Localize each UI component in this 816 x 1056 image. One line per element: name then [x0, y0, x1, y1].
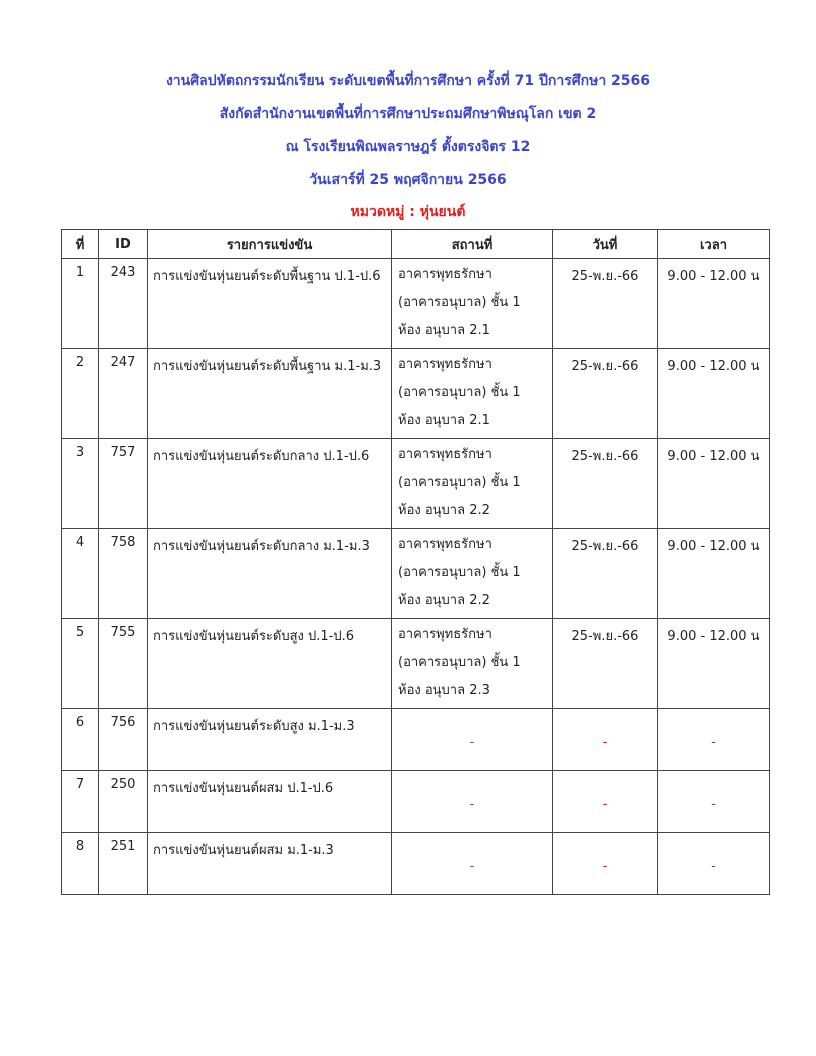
cell-id: 250	[99, 771, 148, 833]
cell-name: การแข่งขันหุ่นยนต์ระดับพื้นฐาน ป.1-ป.6	[148, 259, 392, 349]
venue-floor: (อาคารอนุบาล) ชั้น 1	[398, 655, 521, 670]
cell-no: 5	[62, 619, 99, 709]
competition-schedule-table	[61, 229, 770, 895]
cell-time: 9.00 - 12.00 น	[658, 259, 770, 349]
header-affiliation-line: สังกัดสำนักงานเขตพื้นที่การศึกษาประถมศึกษาพิษณุโลก เขต 2	[219, 106, 597, 122]
cell-no: 1	[62, 259, 99, 349]
category-heading: หมวดหมู่ : หุ่นยนต์	[350, 204, 466, 220]
venue-building: อาคารพุทธรักษา	[398, 357, 492, 372]
venue-building: อาคารพุทธรักษา	[398, 627, 492, 642]
cell-no: 7	[62, 771, 99, 833]
cell-date: -	[553, 833, 658, 895]
table-row	[62, 833, 770, 895]
cell-name: การแข่งขันหุ่นยนต์ระดับสูง ม.1-ม.3	[148, 709, 392, 771]
cell-name: การแข่งขันหุ่นยนต์ระดับกลาง ม.1-ม.3	[148, 529, 392, 619]
cell-time: 9.00 - 12.00 น	[658, 439, 770, 529]
venue-room: ห้อง อนุบาล 2.1	[398, 323, 490, 338]
cell-date: 25-พ.ย.-66	[553, 619, 658, 709]
venue-building: อาคารพุทธรักษา	[398, 267, 492, 282]
cell-date: -	[553, 771, 658, 833]
cell-name: การแข่งขันหุ่นยนต์ผสม ป.1-ป.6	[148, 771, 392, 833]
venue-floor: (อาคารอนุบาล) ชั้น 1	[398, 565, 521, 580]
cell-id: 247	[99, 349, 148, 439]
cell-id: 251	[99, 833, 148, 895]
column-header-date: วันที่	[553, 230, 658, 259]
cell-time: -	[658, 833, 770, 895]
cell-date: -	[553, 709, 658, 771]
cell-date: 25-พ.ย.-66	[553, 259, 658, 349]
table-row	[62, 529, 770, 619]
cell-id: 756	[99, 709, 148, 771]
cell-name: การแข่งขันหุ่นยนต์ระดับสูง ป.1-ป.6	[148, 619, 392, 709]
cell-venue	[392, 259, 553, 349]
table-row	[62, 619, 770, 709]
cell-venue	[392, 439, 553, 529]
cell-date: 25-พ.ย.-66	[553, 439, 658, 529]
column-header-id: ID	[99, 230, 148, 259]
cell-time: -	[658, 771, 770, 833]
venue-room: ห้อง อนุบาล 2.2	[398, 593, 490, 608]
cell-time: 9.00 - 12.00 น	[658, 619, 770, 709]
cell-time: -	[658, 709, 770, 771]
cell-id: 755	[99, 619, 148, 709]
cell-time: 9.00 - 12.00 น	[658, 529, 770, 619]
table-row	[62, 709, 770, 771]
cell-id: 758	[99, 529, 148, 619]
venue-room: ห้อง อนุบาล 2.2	[398, 503, 490, 518]
cell-venue: -	[392, 709, 553, 771]
cell-date: 25-พ.ย.-66	[553, 529, 658, 619]
cell-id: 757	[99, 439, 148, 529]
cell-no: 3	[62, 439, 99, 529]
cell-no: 2	[62, 349, 99, 439]
cell-no: 8	[62, 833, 99, 895]
venue-building: อาคารพุทธรักษา	[398, 447, 492, 462]
venue-floor: (อาคารอนุบาล) ชั้น 1	[398, 385, 521, 400]
cell-venue	[392, 349, 553, 439]
table-row	[62, 439, 770, 529]
header-venue-line: ณ โรงเรียนพิณพลราษฎร์ ตั้งตรงจิตร 12	[285, 139, 531, 155]
cell-id: 243	[99, 259, 148, 349]
cell-no: 4	[62, 529, 99, 619]
table-row	[62, 259, 770, 349]
cell-name: การแข่งขันหุ่นยนต์ผสม ม.1-ม.3	[148, 833, 392, 895]
cell-venue	[392, 529, 553, 619]
venue-floor: (อาคารอนุบาล) ชั้น 1	[398, 295, 521, 310]
table-header-row	[62, 230, 770, 259]
header-date-line: วันเสาร์ที่ 25 พฤศจิกายน 2566	[309, 172, 507, 188]
cell-no: 6	[62, 709, 99, 771]
venue-room: ห้อง อนุบาล 2.3	[398, 683, 490, 698]
cell-name: การแข่งขันหุ่นยนต์ระดับกลาง ป.1-ป.6	[148, 439, 392, 529]
venue-floor: (อาคารอนุบาล) ชั้น 1	[398, 475, 521, 490]
table-row	[62, 771, 770, 833]
column-header-time: เวลา	[658, 230, 770, 259]
column-header-no: ที่	[62, 230, 99, 259]
cell-time: 9.00 - 12.00 น	[658, 349, 770, 439]
cell-date: 25-พ.ย.-66	[553, 349, 658, 439]
table-row	[62, 349, 770, 439]
cell-venue	[392, 619, 553, 709]
venue-building: อาคารพุทธรักษา	[398, 537, 492, 552]
cell-venue: -	[392, 833, 553, 895]
venue-room: ห้อง อนุบาล 2.1	[398, 413, 490, 428]
column-header-name: รายการแข่งขัน	[148, 230, 392, 259]
cell-venue: -	[392, 771, 553, 833]
column-header-venue: สถานที่	[392, 230, 553, 259]
cell-name: การแข่งขันหุ่นยนต์ระดับพื้นฐาน ม.1-ม.3	[148, 349, 392, 439]
header-title-line: งานศิลปหัตถกรรมนักเรียน ระดับเขตพื้นที่การศึกษา ครั้งที่ 71 ปีการศึกษา 2566	[165, 73, 651, 89]
